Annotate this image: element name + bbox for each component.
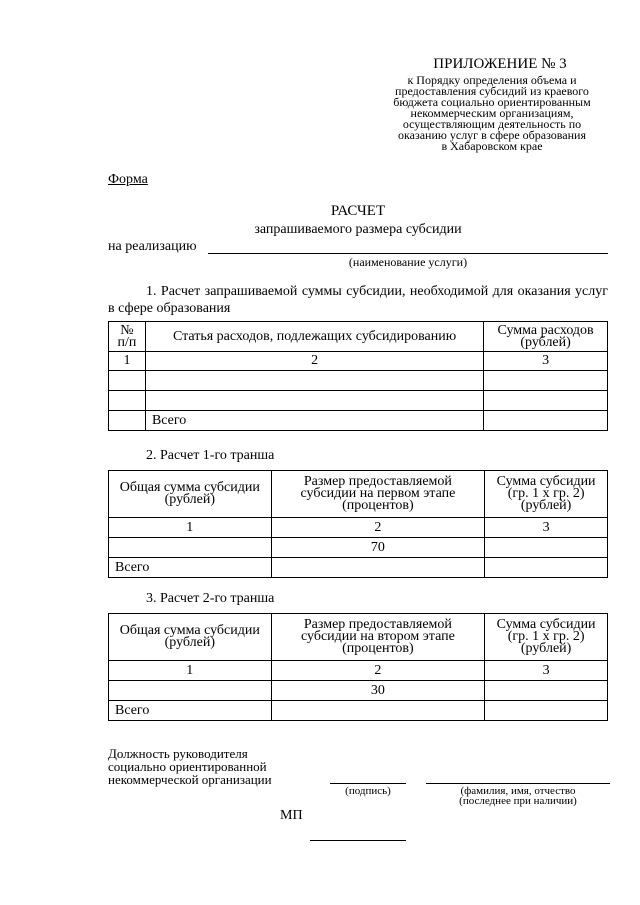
column-number: 3 (485, 518, 608, 538)
appendix-line: осуществляющим деятельность по (402, 117, 582, 131)
stage2-percent-value: 30 (271, 681, 485, 701)
table-row (109, 391, 608, 411)
table-header-row (109, 614, 608, 661)
total-sum-cell[interactable] (484, 411, 608, 431)
tranche1-table (108, 470, 608, 578)
full-name-caption-line: (фамилия, имя, отчество (460, 785, 576, 797)
total-label: Всего (109, 558, 272, 578)
column-header-stage1-percent: Размер предоставляемой субсидии на первом этапе (процентов) (271, 471, 485, 518)
column-number: 1 (109, 352, 146, 371)
table-number-row (109, 352, 608, 371)
table-cell[interactable] (145, 371, 483, 391)
table-cell[interactable] (484, 371, 608, 391)
stage1-percent-value: 70 (271, 538, 485, 558)
table-cell[interactable] (485, 681, 608, 701)
column-header-number: № п/п (109, 322, 146, 352)
table-cell[interactable] (109, 681, 272, 701)
table-total-row (109, 558, 608, 578)
appendix-line: бюджета социально ориентированным (393, 95, 591, 109)
total-sum-cell[interactable] (485, 558, 608, 578)
expenses-table (108, 321, 608, 431)
table-cell[interactable] (485, 538, 608, 558)
column-number: 2 (271, 518, 485, 538)
service-name-field[interactable] (208, 253, 608, 254)
table-cell[interactable] (109, 538, 272, 558)
full-name-caption-line: (последнее при наличии) (459, 795, 577, 807)
column-header-expense-sum: Сумма расходов (рублей) (484, 322, 608, 352)
stamp-line[interactable] (310, 840, 406, 841)
table-number-row (109, 518, 608, 538)
column-header-stage2-percent: Размер предоставляемой субсидии на втором этапе (процентов) (271, 614, 485, 661)
table-cell[interactable] (484, 391, 608, 411)
total-sum-cell[interactable] (485, 701, 608, 721)
appendix-line: к Порядку определения объема и (407, 73, 577, 87)
appendix-title: ПРИЛОЖЕНИЕ № 3 (433, 56, 567, 72)
appendix-line: оказанию услуг в сфере образования (398, 128, 586, 142)
position-line: Должность руководителя (108, 746, 248, 761)
column-number: 1 (109, 518, 272, 538)
table-cell[interactable] (109, 371, 146, 391)
column-number: 3 (484, 352, 608, 371)
full-name-line[interactable] (426, 783, 610, 784)
total-label: Всего (145, 411, 483, 431)
table-total-row (109, 411, 608, 431)
full-name-caption (426, 786, 610, 806)
table-cell[interactable] (145, 391, 483, 411)
table-row (109, 538, 608, 558)
document-title: РАСЧЕТ (330, 203, 386, 219)
appendix-line: предоставления субсидий из краевого (395, 84, 589, 98)
stamp-label: МП (280, 808, 303, 823)
appendix-line: некоммерческим организациям, (410, 106, 574, 120)
service-name-caption: (наименование услуги) (348, 255, 468, 269)
table-row (109, 681, 608, 701)
table-header-row (109, 322, 608, 352)
position-line: некоммерческой организации (108, 772, 272, 787)
appendix-text (376, 75, 608, 152)
section2-heading: 2. Расчет 1-го транша (146, 448, 275, 463)
column-header-total-subsidy: Общая сумма субсидии (рублей) (109, 471, 272, 518)
realization-label: на реализацию (108, 239, 197, 254)
signature-line[interactable] (330, 783, 406, 784)
column-number: 2 (271, 661, 485, 681)
table-cell[interactable] (271, 558, 485, 578)
column-header-expense-item: Статья расходов, подлежащих субсидированию (145, 322, 483, 352)
form-label: Форма (108, 172, 148, 187)
appendix-line: в Хабаровском крае (441, 139, 543, 153)
column-number: 1 (109, 661, 272, 681)
table-cell[interactable] (109, 411, 146, 431)
column-header-subsidy-sum: Сумма субсидии (гр. 1 х гр. 2) (рублей) (485, 471, 608, 518)
signature-caption: (подпись) (345, 785, 391, 797)
head-position-label (108, 747, 272, 786)
table-total-row (109, 701, 608, 721)
position-line: социально ориентированной (108, 759, 267, 774)
column-number: 2 (145, 352, 483, 371)
section1-heading: 1. Расчет запрашиваемой суммы субсидии, необходимой для оказания услуг в сфере образования (108, 284, 608, 316)
table-cell[interactable] (109, 391, 146, 411)
tranche2-table (108, 613, 608, 721)
section3-heading: 3. Расчет 2-го транша (146, 591, 275, 606)
column-number: 3 (485, 661, 608, 681)
table-cell[interactable] (271, 701, 485, 721)
table-header-row (109, 471, 608, 518)
column-header-subsidy-sum: Сумма субсидии (гр. 1 х гр. 2) (рублей) (485, 614, 608, 661)
table-row (109, 371, 608, 391)
table-number-row (109, 661, 608, 681)
column-header-total-subsidy: Общая сумма субсидии (рублей) (109, 614, 272, 661)
total-label: Всего (109, 701, 272, 721)
document-subtitle: запрашиваемого размера субсидии (254, 222, 462, 237)
